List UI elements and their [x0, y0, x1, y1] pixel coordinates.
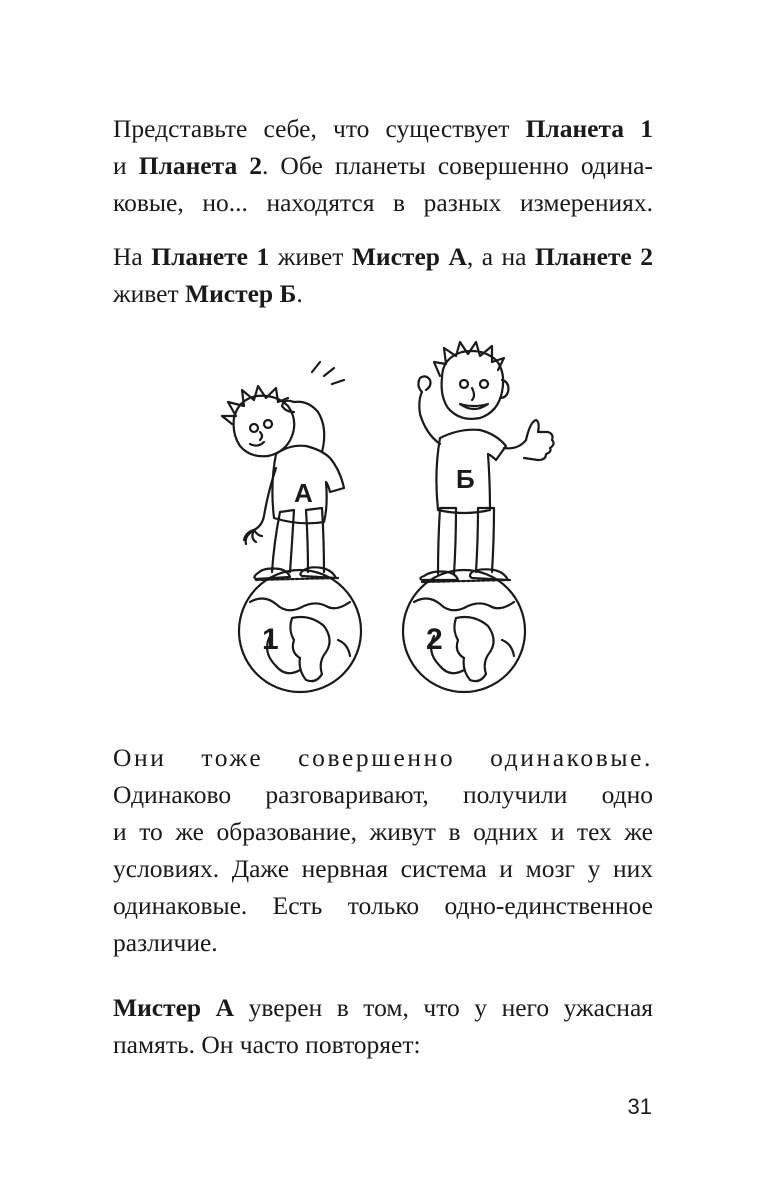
line: и то же образование, живут в одних и тех же	[113, 817, 653, 846]
bold-text: Мистер А	[113, 993, 235, 1022]
text: На	[113, 242, 152, 271]
planet-2-globe	[403, 570, 525, 692]
line	[113, 989, 653, 1026]
bold-text: Планете 1	[151, 242, 270, 271]
shirt-letter: А	[294, 478, 313, 508]
text: . Обе планеты совершенно одина-	[262, 151, 653, 180]
paragraph-memory	[113, 989, 653, 1063]
planet-number: 2	[426, 623, 443, 656]
line: различие.	[113, 928, 218, 957]
line: условиях. Даже нервная система и мозг у них	[113, 854, 653, 883]
text: живет	[113, 279, 185, 308]
shirt-letter: Б	[456, 464, 475, 494]
text: .	[296, 279, 303, 308]
text: , а на	[466, 242, 535, 271]
bold-text: Планете 2	[535, 242, 653, 271]
text: и	[113, 151, 139, 180]
line	[113, 147, 653, 184]
cartoon-illustration	[210, 340, 560, 710]
line: одинаковые. Есть только одно-единственное	[113, 891, 653, 920]
figure-b	[403, 342, 554, 692]
text: Представьте себе, что существует	[113, 114, 526, 143]
line	[113, 275, 653, 312]
figure-a	[222, 362, 361, 692]
paragraph-planets	[113, 110, 653, 221]
bold-text: Планета 2	[138, 151, 262, 180]
page-number: 31	[627, 1094, 652, 1119]
bold-text: Мистер А	[351, 242, 467, 271]
line: память. Он часто повторяет:	[113, 1030, 421, 1059]
paragraph-identical	[113, 739, 653, 961]
planet-1-globe	[239, 570, 361, 692]
bold-text: Планета 1	[525, 114, 653, 143]
line: ковые, но... находятся в разных измерениях.	[113, 188, 653, 217]
line	[113, 110, 653, 147]
line	[113, 238, 653, 275]
line: Одинаково разговаривают, получили одно	[113, 780, 653, 809]
line: Они тоже совершенно одинаковые.	[113, 743, 653, 772]
text: живет	[269, 242, 352, 271]
paragraph-mister	[113, 238, 653, 312]
planet-number: 1	[262, 623, 279, 656]
text: уверен в том, что у него ужасная	[234, 993, 653, 1022]
bold-text: Мистер Б	[185, 279, 297, 308]
